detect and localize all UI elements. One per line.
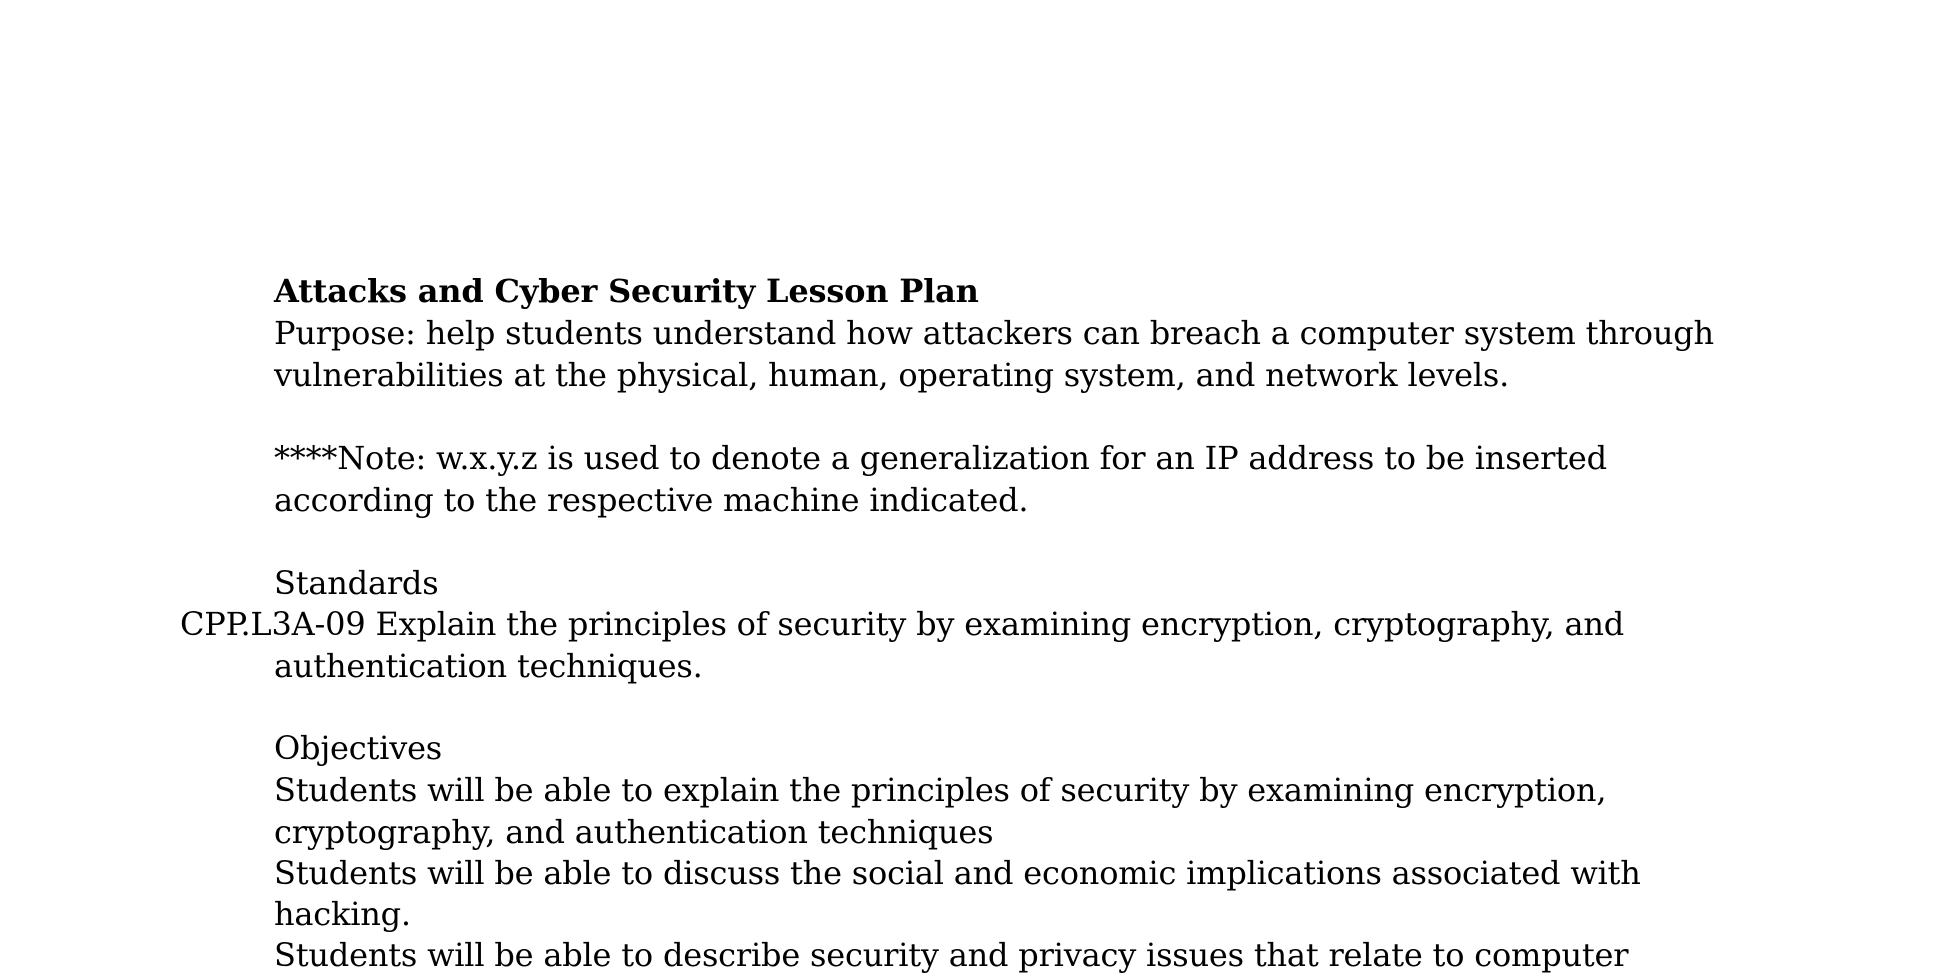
objective-line: cryptography, and authentication techniques [274,813,994,851]
standard-item: CPP.L3A-09 Explain the principles of security by examining encryption, cryptography, and [180,605,1625,643]
objectives-heading: Objectives [274,729,443,767]
document-title: Attacks and Cyber Security Lesson Plan [274,272,979,310]
purpose-line: Purpose: help students understand how attackers can breach a computer system through [274,314,1714,352]
note-line: ****Note: w.x.y.z is used to denote a generalization for an IP address to be inserted [274,439,1607,477]
standards-heading: Standards [274,564,439,602]
objective-line: hacking. [274,895,411,933]
purpose-line: vulnerabilities at the physical, human, operating system, and network levels. [274,356,1510,394]
note-line: according to the respective machine indicated. [274,481,1029,519]
objective-line: Students will be able to discuss the social and economic implications associated with [274,854,1641,892]
objective-line: Students will be able to explain the principles of security by examining encryption, [274,771,1607,809]
objective-line: Students will be able to describe security and privacy issues that relate to computer [274,936,1629,974]
standard-item: authentication techniques. [274,647,703,685]
